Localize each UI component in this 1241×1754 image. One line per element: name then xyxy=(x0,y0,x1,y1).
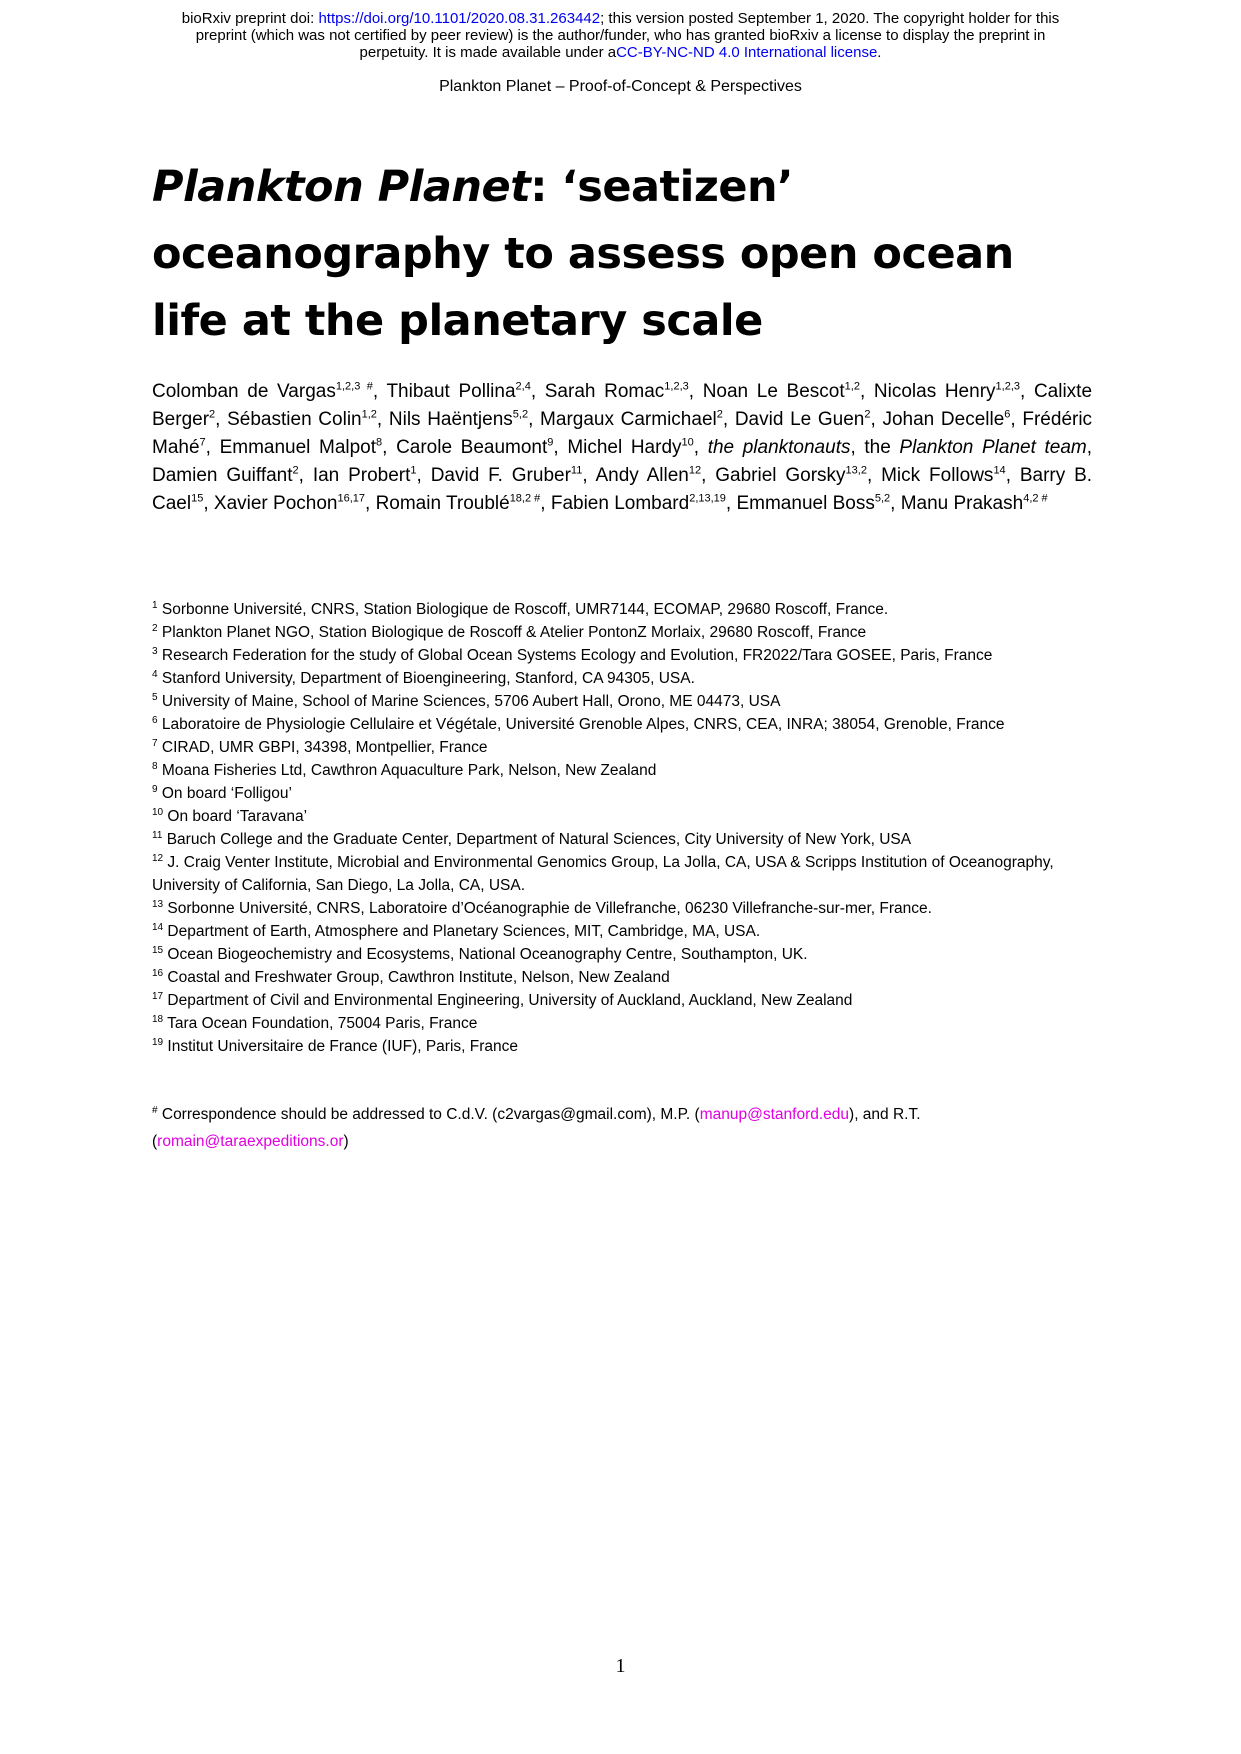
affiliation-text: Coastal and Freshwater Group, Cawthron Institute, Nelson, New Zealand xyxy=(163,969,670,986)
affiliation-item xyxy=(152,667,1092,690)
author-affiliation-mark: 2 xyxy=(292,464,299,477)
affiliation-text: On board ‘Folligou’ xyxy=(157,785,292,802)
affiliation-text: University of Maine, School of Marine Sciences, 5706 Aubert Hall, Orono, ME 04473, USA xyxy=(157,693,781,710)
author-affiliation-mark: 5,2 xyxy=(512,408,529,421)
affiliation-text: Laboratoire de Physiologie Cellulaire et Végétale, Université Grenoble Alpes, CNRS, CEA, INRA; 38054, Grenoble, France xyxy=(157,716,1005,733)
author-name: Carole Beaumont xyxy=(396,437,548,458)
affiliation-text: On board ‘Taravana’ xyxy=(163,808,308,825)
affiliation-item xyxy=(152,759,1092,782)
affiliation-text: Department of Earth, Atmosphere and Planetary Sciences, MIT, Cambridge, MA, USA. xyxy=(163,923,761,940)
author-name: Sébastien Colin xyxy=(227,409,362,430)
affiliation-item xyxy=(152,805,1092,828)
affiliation-number: 1 xyxy=(152,599,158,611)
paper-title: Plankton Planet: ‘seatizen’ oceanography to assess open ocean life at the planetary scale xyxy=(152,162,1014,346)
author-name: Emmanuel Malpot xyxy=(219,437,377,458)
running-head: Plankton Planet – Proof-of-Concept & Perspectives xyxy=(439,78,802,95)
author-name: Frédéric Mahé xyxy=(152,409,1093,458)
author-name: Xavier Pochon xyxy=(213,493,338,514)
affiliation-text: Tara Ocean Foundation, 75004 Paris, France xyxy=(163,1015,478,1032)
affiliation-text: Institut Universitaire de France (IUF), Paris, France xyxy=(163,1038,519,1055)
page-number: 1 xyxy=(615,1655,626,1677)
affiliation-text: Stanford University, Department of Bioengineering, Stanford, CA 94305, USA. xyxy=(157,670,695,687)
author-name: Barry B. Cael xyxy=(152,465,1093,514)
author-name: Calixte Berger xyxy=(152,381,1093,430)
affiliation-item xyxy=(152,598,1092,621)
author-affiliation-mark: 10 xyxy=(681,436,694,449)
affiliation-number: 8 xyxy=(152,760,158,772)
affiliation-text: Ocean Biogeochemistry and Ecosystems, National Oceanography Centre, Southampton, UK. xyxy=(163,946,808,963)
author-affiliation-mark: 1,2,3 xyxy=(995,380,1020,393)
author-name: Noan Le Bescot xyxy=(702,381,845,402)
author-name: Mick Follows xyxy=(881,465,994,486)
affiliation-text: Plankton Planet NGO, Station Biologique de Roscoff & Atelier PontonZ Morlaix, 29680 Roscoff, France xyxy=(157,624,867,641)
affiliation-number: 14 xyxy=(152,921,164,933)
author-name: Fabien Lombard xyxy=(550,493,690,514)
author-name: Emmanuel Boss xyxy=(736,493,875,514)
author-affiliation-mark: 1,2 xyxy=(844,380,860,393)
author-name: Colomban de Vargas xyxy=(152,381,336,402)
affiliation-item xyxy=(152,644,1092,667)
author-affiliation-mark: 2,13,19 xyxy=(689,492,726,505)
affiliation-number: 3 xyxy=(152,645,158,657)
author-name: Nils Haëntjens xyxy=(388,409,513,430)
author-affiliation-mark: 11 xyxy=(570,464,583,477)
author-affiliation-mark: 14 xyxy=(993,464,1006,477)
author-affiliation-mark: 18,2 # xyxy=(509,492,541,505)
author-name: Thibaut Pollina xyxy=(386,381,516,402)
author-affiliation-mark: 1,2,3 xyxy=(664,380,689,393)
author-affiliation-mark: 12 xyxy=(688,464,702,477)
affiliation-item xyxy=(152,897,1092,920)
doi-link[interactable]: https://doi.org/10.1101/2020.08.31.263442 xyxy=(318,10,601,27)
author-affiliation-mark: 2 xyxy=(716,408,723,421)
correspondence-note: # Correspondence should be addressed to C.d.V. (c2vargas@gmail.com), M.P. (manup@stanford.edu), and R.T. (romain@taraexpeditions.or) xyxy=(152,1104,921,1150)
author-affiliation-mark: 15 xyxy=(191,492,204,505)
author-affiliation-mark: 2 xyxy=(209,408,216,421)
affiliation-number: 7 xyxy=(152,737,158,749)
author-affiliation-mark: 1 xyxy=(410,464,417,477)
author-affiliation-mark: 1,2 xyxy=(361,408,377,421)
author-affiliation-mark: 4,2 # xyxy=(1023,492,1048,505)
affiliation-text: Sorbonne Université, CNRS, Station Biologique de Roscoff, UMR7144, ECOMAP, 29680 Roscoff, France. xyxy=(157,601,889,618)
affiliation-item xyxy=(152,989,1092,1012)
affiliation-item xyxy=(152,1035,1092,1058)
affiliation-item xyxy=(152,966,1092,989)
author-name: Damien Guiffant xyxy=(152,465,293,486)
affiliation-number: 4 xyxy=(152,668,158,680)
affiliation-number: 2 xyxy=(152,622,158,634)
email-link[interactable]: romain@taraexpeditions.or xyxy=(157,1133,344,1150)
affiliation-text: Research Federation for the study of Global Ocean Systems Ecology and Evolution, FR2022/Tara GOSEE, Paris, France xyxy=(157,647,993,664)
affiliation-item xyxy=(152,621,1092,644)
affiliation-number: 9 xyxy=(152,783,158,795)
author-name: David F. Gruber xyxy=(430,465,571,486)
affiliation-item xyxy=(152,828,1092,851)
affiliation-text: Baruch College and the Graduate Center, Department of Natural Sciences, City University of New York, USA xyxy=(162,831,912,848)
affiliation-number: 5 xyxy=(152,691,158,703)
affiliation-number: 16 xyxy=(152,967,164,979)
affiliation-item xyxy=(152,782,1092,805)
author-list: Colomban de Vargas$^{1,2,3 \#}$, Thibaut Pollina$^{2,4}$, Sarah Romac$^{1,2,3}$, Noan Le Bescot$^{1,2}$, Nicolas Henry$^{1,2,3}$, Calixte Berger$^2$, Sébastien Colin$^{1,2}$, Nils Haëntjens$^{5,2}$, Margaux Carmichael$^2$, David Le Guen$^2$, Johan Decelle$^6$, Frédéric Mahé$^7$, Emmanuel Malpot$^8$, Carole Beaumont$^9$, Michel Hardy$^{10}$, the planktonauts, the Plankton Planet team, Damien Guiffant$^2$, Ian Probert$^1$, David F. Gruber$^{11}$, Andy Allen$^{12}$, Gabriel Gorsky$^{13,2}$, Mick Follows$^{14}$, Barry B. Cael$^{15}$, Xavier Pochon$^{16,17}$, Romain Troublé$^{18,2 \#}$, Fabien Lombard$^{2,13,19}$, Emmanuel Boss$^{5,2}$, Manu Prakash$^{4,2 \#}$ xyxy=(152,380,1093,514)
author-name: Margaux Carmichael xyxy=(540,409,717,430)
affiliation-number: 12 xyxy=(152,852,164,864)
affiliation-text: Department of Civil and Environmental Engineering, University of Auckland, Auckland, New Zealand xyxy=(163,992,853,1009)
author-affiliation-mark: 16,17 xyxy=(337,492,365,505)
affiliation-number: 6 xyxy=(152,714,158,726)
affiliation-item xyxy=(152,1012,1092,1035)
author-affiliation-mark: 5,2 xyxy=(874,492,891,505)
affiliation-list xyxy=(152,598,1092,1058)
author-name: Sarah Romac xyxy=(544,381,665,402)
affiliation-item xyxy=(152,736,1092,759)
affiliation-item xyxy=(152,713,1092,736)
author-affiliation-mark: 7 xyxy=(199,436,206,449)
affiliation-text: CIRAD, UMR GBPI, 34398, Montpellier, France xyxy=(157,739,488,756)
affiliation-item xyxy=(152,690,1092,713)
author-affiliation-mark: 8 xyxy=(376,436,383,449)
affiliation-text: J. Craig Venter Institute, Microbial and Environmental Genomics Group, La Jolla, CA, USA & Scripps Institution of Oceanography, University of California, San Diego, La Jolla, CA, USA. xyxy=(152,854,1054,894)
author-affiliation-mark: 1,2,3 # xyxy=(335,380,373,393)
author-affiliation-mark: 2 xyxy=(864,408,871,421)
affiliation-item xyxy=(152,920,1092,943)
affiliation-item xyxy=(152,943,1092,966)
author-name: Romain Troublé xyxy=(375,493,510,514)
author-name: Ian Probert xyxy=(312,465,411,486)
author-name: Johan Decelle xyxy=(882,409,1005,430)
affiliation-text: Sorbonne Université, CNRS, Laboratoire d’Océanographie de Villefranche, 06230 Villefranche-sur-mer, France. xyxy=(163,900,932,917)
affiliation-number: 17 xyxy=(152,990,164,1002)
email-link[interactable]: manup@stanford.edu xyxy=(699,1106,850,1123)
affiliation-number: 15 xyxy=(152,944,164,956)
author-name: Nicolas Henry xyxy=(873,381,996,402)
affiliation-number: 11 xyxy=(152,829,163,841)
author-name: Michel Hardy xyxy=(567,437,682,458)
author-affiliation-mark: 13,2 xyxy=(845,464,867,477)
author-name: Andy Allen xyxy=(595,465,689,486)
affiliation-number: 19 xyxy=(152,1036,164,1048)
author-affiliation-mark: 6 xyxy=(1004,408,1011,421)
author-affiliation-mark: 2,4 xyxy=(515,380,531,393)
author-name: David Le Guen xyxy=(734,409,865,430)
affiliation-number: 18 xyxy=(152,1013,164,1025)
affiliation-number: 10 xyxy=(152,806,164,818)
author-name: Manu Prakash xyxy=(900,493,1024,514)
affiliation-item xyxy=(152,851,1092,897)
author-affiliation-mark: 9 xyxy=(547,436,554,449)
license-link[interactable]: CC-BY-NC-ND 4.0 International license xyxy=(616,44,878,61)
affiliation-number: 13 xyxy=(152,898,164,910)
author-name: Gabriel Gorsky xyxy=(715,465,846,486)
preprint-banner: bioRxiv preprint doi: https://doi.org/10.1101/2020.08.31.263442; this version posted September 1, 2020. The copyright holder for this preprint (which was not certified by peer review) is the author/funder, who has granted bioRxiv a license to display the preprint in perpetuity. It is made available under aCC-BY-NC-ND 4.0 International license. xyxy=(181,10,1060,61)
author-name: the planktonauts xyxy=(707,437,851,458)
affiliation-text: Moana Fisheries Ltd, Cawthron Aquaculture Park, Nelson, New Zealand xyxy=(157,762,657,779)
author-name: the Plankton Planet team xyxy=(864,437,1087,458)
